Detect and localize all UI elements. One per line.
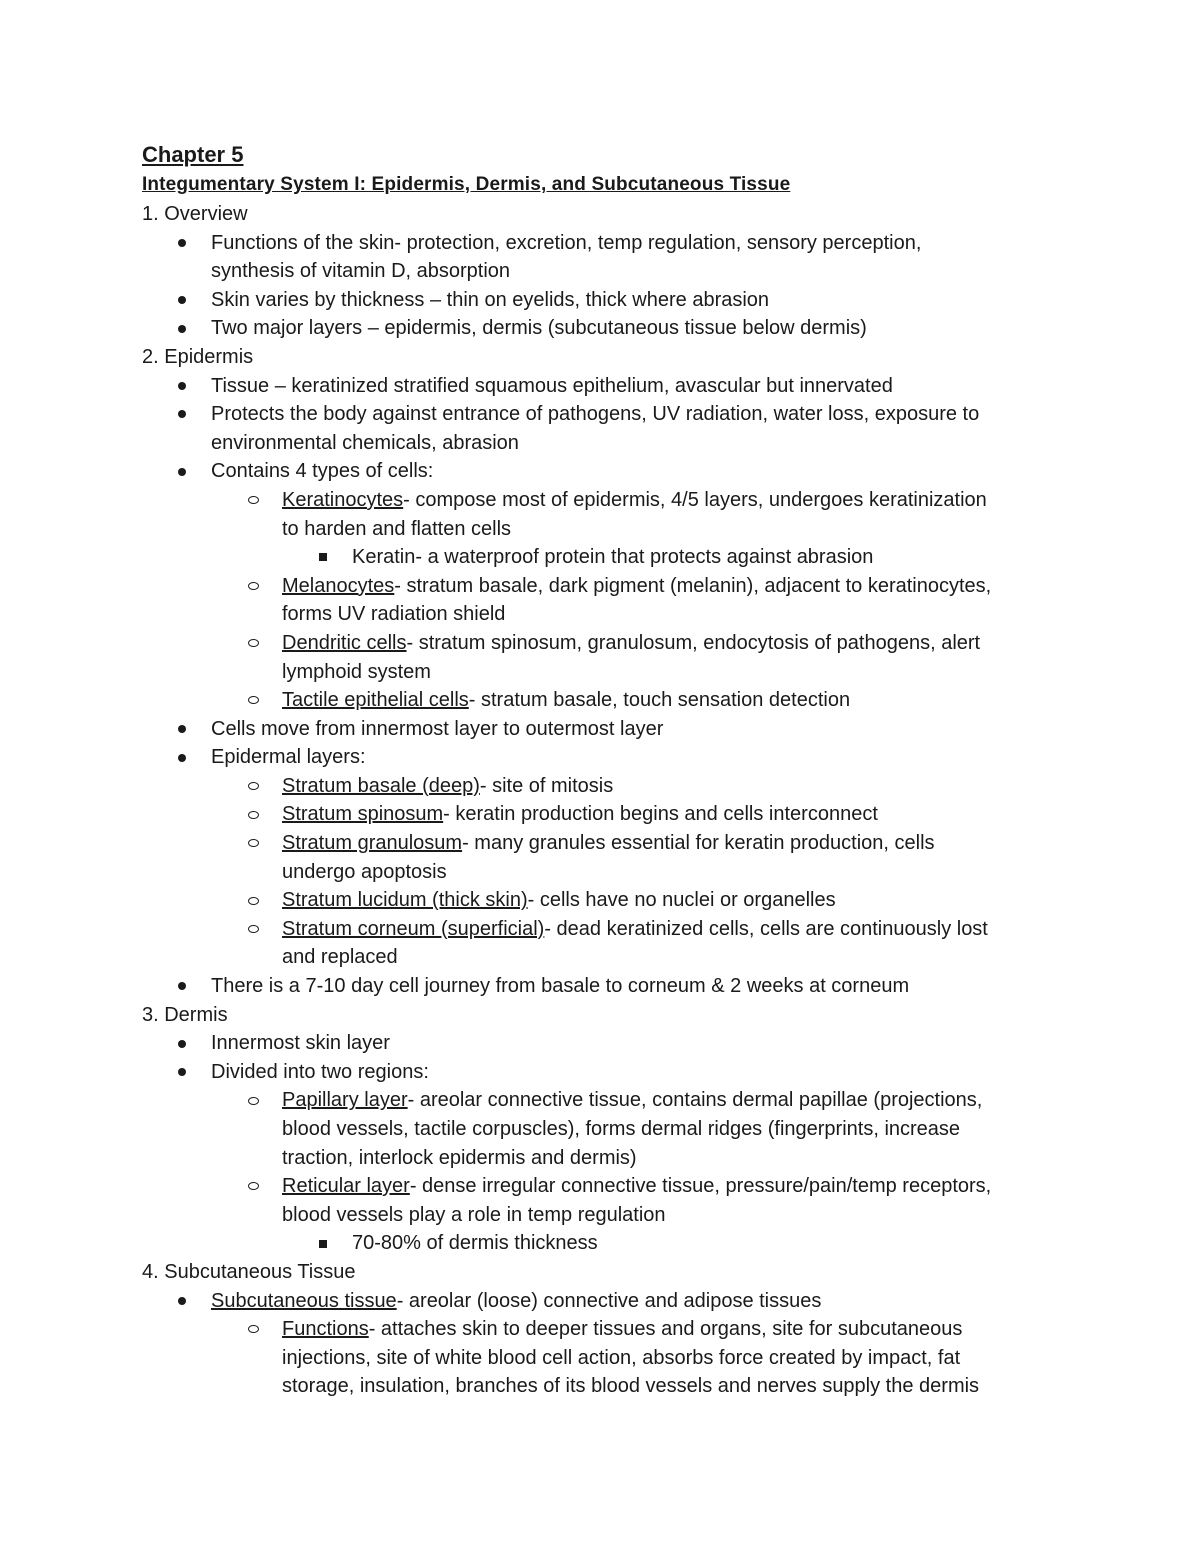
list-item: Subcutaneous tissue- areolar (loose) connective and adipose tissues [142, 1287, 1062, 1316]
circle-bullet-icon [246, 886, 260, 915]
list-item: There is a 7-10 day cell journey from basale to corneum & 2 weeks at corneum [142, 972, 1062, 1001]
section-heading-subcutaneous: 4. Subcutaneous Tissue [142, 1260, 356, 1283]
circle-bullet-icon [246, 772, 260, 801]
term-subcutaneous-tissue: Subcutaneous tissue [211, 1289, 397, 1312]
list-item: 70-80% of dermis thickness [142, 1229, 1062, 1258]
bullet-icon [175, 400, 189, 429]
term-functions: Functions [282, 1318, 369, 1341]
bullet-icon [175, 1287, 189, 1316]
bullet-icon [175, 1029, 189, 1058]
list-item: Dendritic cells- stratum spinosum, granulosum, endocytosis of pathogens, alert lymphoid system [142, 629, 1062, 686]
term-tactile-cells: Tactile epithelial cells [282, 689, 469, 712]
bullet-icon [175, 314, 189, 343]
list-item: Skin varies by thickness – thin on eyelids, thick where abrasion [142, 286, 1062, 315]
bullet-icon [175, 286, 189, 315]
bullet-icon [175, 715, 189, 744]
term-stratum-lucidum: Stratum lucidum (thick skin) [282, 889, 528, 912]
circle-bullet-icon [246, 1086, 260, 1115]
term-stratum-basale: Stratum basale (deep) [282, 774, 480, 797]
square-bullet-icon [316, 1229, 330, 1258]
document-page [142, 140, 1062, 1401]
list-item: Stratum basale (deep)- site of mitosis [142, 772, 1062, 801]
chapter-subtitle: Integumentary System I: Epidermis, Dermis, and Subcutaneous Tissue [142, 174, 791, 195]
list-item: Stratum corneum (superficial)- dead keratinized cells, cells are continuously lost and replaced [142, 915, 1062, 972]
list-item: Functions of the skin- protection, excretion, temp regulation, sensory perception, synthesis of vitamin D, absorption [142, 229, 1062, 286]
list-item: Stratum spinosum- keratin production begins and cells interconnect [142, 800, 1062, 829]
circle-bullet-icon [246, 629, 260, 658]
list-item: Functions- attaches skin to deeper tissues and organs, site for subcutaneous injections, site of white blood cell action, absorbs force created by impact, fat storage, insulation, branches of its blood vessels and nerves supply the dermis [142, 1315, 1062, 1401]
bullet-icon [175, 457, 189, 486]
section-heading-epidermis: 2. Epidermis [142, 345, 254, 368]
bullet-icon [175, 372, 189, 401]
term-papillary-layer: Papillary layer [282, 1089, 408, 1112]
circle-bullet-icon [246, 572, 260, 601]
circle-bullet-icon [246, 829, 260, 858]
list-item: Tissue – keratinized stratified squamous epithelium, avascular but innervated [142, 372, 1062, 401]
term-keratinocytes: Keratinocytes [282, 488, 404, 511]
chapter-title: Chapter 5 [142, 142, 244, 167]
term-melanocytes: Melanocytes [282, 574, 395, 597]
circle-bullet-icon [246, 686, 260, 715]
list-item: Melanocytes- stratum basale, dark pigment (melanin), adjacent to keratinocytes, forms UV radiation shield [142, 572, 1062, 629]
list-item: Tactile epithelial cells- stratum basale, touch sensation detection [142, 686, 1062, 715]
section-heading-overview: 1. Overview [142, 203, 248, 225]
list-item: Papillary layer- areolar connective tissue, contains dermal papillae (projections, blood vessels, tactile corpuscles), forms dermal ridges (fingerprints, increase traction, interlock epidermis and dermis) [142, 1086, 1062, 1172]
circle-bullet-icon [246, 1315, 260, 1344]
term-stratum-spinosum: Stratum spinosum [282, 803, 444, 826]
bullet-icon [175, 743, 189, 772]
list-item: Innermost skin layer [142, 1029, 1062, 1058]
list-item: Reticular layer- dense irregular connective tissue, pressure/pain/temp receptors, blood vessels play a role in temp regulation [142, 1172, 1062, 1229]
bullet-icon [175, 229, 189, 258]
bullet-icon [175, 1058, 189, 1087]
circle-bullet-icon [246, 800, 260, 829]
list-item: Contains 4 types of cells: [142, 457, 1062, 486]
list-item: Two major layers – epidermis, dermis (subcutaneous tissue below dermis) [142, 314, 1062, 343]
circle-bullet-icon [246, 915, 260, 944]
list-item: Stratum granulosum- many granules essential for keratin production, cells undergo apoptosis [142, 829, 1062, 886]
list-item: Keratinocytes- compose most of epidermis, 4/5 layers, undergoes keratinization to harden and flatten cells [142, 486, 1062, 543]
bullet-icon [175, 972, 189, 1001]
term-stratum-corneum: Stratum corneum (superficial) [282, 917, 545, 940]
list-item: Protects the body against entrance of pathogens, UV radiation, water loss, exposure to environmental chemicals, abrasion [142, 400, 1062, 457]
circle-bullet-icon [246, 1172, 260, 1201]
section-heading-dermis: 3. Dermis [142, 1003, 228, 1026]
list-item: Cells move from innermost layer to outermost layer [142, 715, 1062, 744]
term-dendritic-cells: Dendritic cells [282, 631, 407, 654]
term-reticular-layer: Reticular layer [282, 1175, 410, 1198]
square-bullet-icon [316, 543, 330, 572]
circle-bullet-icon [246, 486, 260, 515]
term-stratum-granulosum: Stratum granulosum [282, 832, 463, 855]
list-item: Keratin- a waterproof protein that protects against abrasion [142, 543, 1062, 572]
list-item: Epidermal layers: [142, 743, 1062, 772]
list-item: Stratum lucidum (thick skin)- cells have no nuclei or organelles [142, 886, 1062, 915]
list-item: Divided into two regions: [142, 1058, 1062, 1087]
